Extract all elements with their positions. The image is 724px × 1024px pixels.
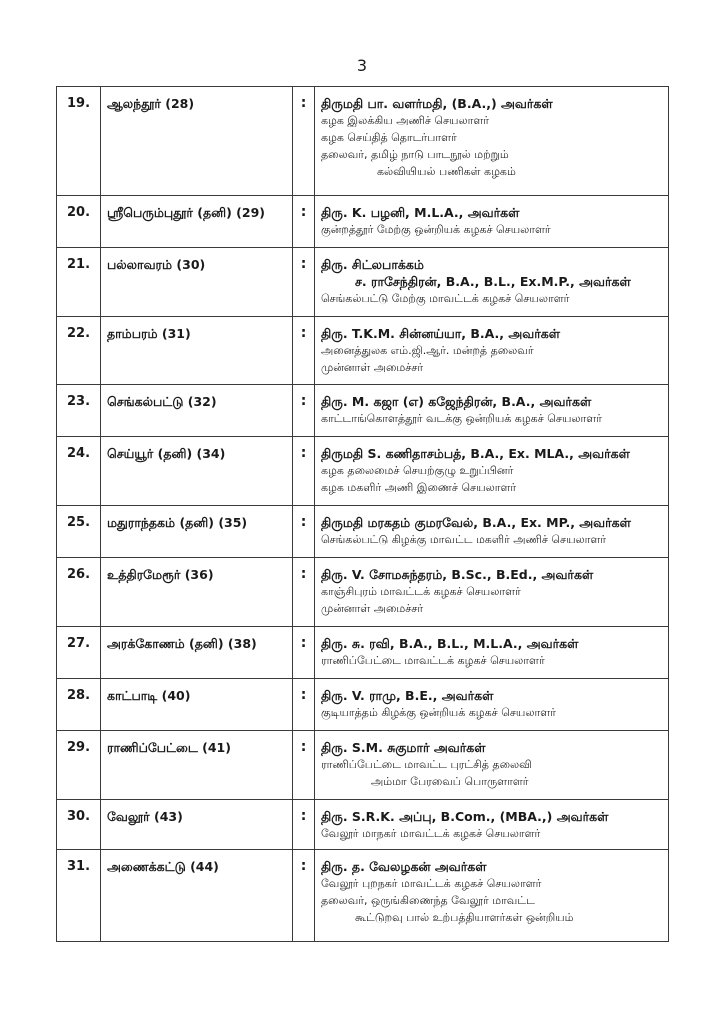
candidate-designation: குன்றத்தூர் மேற்கு ஒன்றியக் கழகச் செயலாளர் bbox=[321, 223, 551, 236]
table-row bbox=[57, 248, 669, 317]
candidate-designation: வேலூர் புறநகர் மாவட்டக் கழகச் செயலாளர் bbox=[321, 877, 542, 890]
serial-number: 23. bbox=[57, 385, 101, 437]
candidate-designation: ராணிப்பேட்டை மாவட்ட புரட்சித் தலைவி bbox=[321, 758, 532, 771]
serial-number: 25. bbox=[57, 506, 101, 558]
candidate-designation: கூட்டுறவு பால் உற்பத்தியாளர்கள் ஒன்றியம் bbox=[355, 911, 574, 924]
table-row bbox=[57, 506, 669, 558]
candidate-designation: முன்னாள் அமைச்சர் bbox=[321, 361, 424, 374]
candidate-name: திரு. T.K.M. சின்னய்யா, B.A., அவர்கள் bbox=[321, 326, 561, 341]
candidate-designation: அம்மா பேரவைப் பொருளாளர் bbox=[371, 775, 529, 788]
page-number: 3 bbox=[356, 56, 368, 75]
candidate-designation: தலைவர், தமிழ் நாடு பாடநூல் மற்றும் bbox=[321, 148, 509, 161]
separator-colon: : bbox=[293, 317, 315, 385]
separator-colon: : bbox=[293, 506, 315, 558]
constituency-name: செங்கல்பட்டு (32) bbox=[101, 385, 293, 437]
candidate-designation: காஞ்சிபுரம் மாவட்டக் கழகச் செயலாளர் bbox=[321, 585, 521, 598]
table-row bbox=[57, 627, 669, 679]
separator-colon: : bbox=[293, 679, 315, 731]
candidate-name: திரு. S.R.K. அப்பு, B.Com., (MBA.,) அவர்கள் bbox=[321, 809, 609, 824]
table-row bbox=[57, 437, 669, 506]
table-row bbox=[57, 385, 669, 437]
candidate-name: திரு. K. பழனி, M.L.A., அவர்கள் bbox=[321, 205, 520, 220]
candidate-details bbox=[315, 317, 669, 385]
candidate-name: திரு. சு. ரவி, B.A., B.L., M.L.A., அவர்கள் bbox=[321, 636, 579, 651]
candidate-designation: குடியாத்தம் கிழக்கு ஒன்றியக் கழகச் செயலாளர் bbox=[321, 706, 556, 719]
candidate-details bbox=[315, 196, 669, 248]
candidate-details bbox=[315, 800, 669, 850]
separator-colon: : bbox=[293, 850, 315, 942]
constituency-name: தாம்பரம் (31) bbox=[101, 317, 293, 385]
candidate-name: திருமதி பா. வளர்மதி, (B.A.,) அவர்கள் bbox=[321, 96, 553, 111]
table-row bbox=[57, 558, 669, 627]
constituency-name: அணைக்கட்டு (44) bbox=[101, 850, 293, 942]
candidate-table bbox=[56, 86, 669, 942]
candidate-name-continued: ச. ராசேந்திரன், B.A., B.L., Ex.M.P., அவர்கள் bbox=[355, 274, 631, 289]
constituency-name: ராணிப்பேட்டை (41) bbox=[101, 731, 293, 800]
constituency-name: ஸ்ரீபெரும்புதூர் (தனி) (29) bbox=[101, 196, 293, 248]
candidate-details bbox=[315, 850, 669, 942]
candidate-designation: கல்வியியல் பணிகள் கழகம் bbox=[377, 165, 516, 178]
separator-colon: : bbox=[293, 800, 315, 850]
separator-colon: : bbox=[293, 248, 315, 317]
table-row bbox=[57, 800, 669, 850]
candidate-designation: கழக இலக்கிய அணிச் செயலாளர் bbox=[321, 114, 490, 127]
candidate-name: திரு. S.M. சுகுமார் அவர்கள் bbox=[321, 740, 486, 755]
candidate-name: திரு. சிட்லபாக்கம் bbox=[321, 257, 424, 272]
candidate-designation: கழக செய்தித் தொடர்பாளர் bbox=[321, 131, 457, 144]
candidate-details bbox=[315, 385, 669, 437]
constituency-name: காட்பாடி (40) bbox=[101, 679, 293, 731]
table-row bbox=[57, 679, 669, 731]
candidate-name: திருமதி S. கணிதாசம்பத், B.A., Ex. MLA., அவர்கள் bbox=[321, 446, 630, 461]
constituency-name: ஆலந்தூர் (28) bbox=[101, 87, 293, 196]
candidate-details bbox=[315, 558, 669, 627]
constituency-name: செய்யூர் (தனி) (34) bbox=[101, 437, 293, 506]
candidate-details bbox=[315, 506, 669, 558]
table-row bbox=[57, 731, 669, 800]
serial-number: 28. bbox=[57, 679, 101, 731]
candidate-designation: காட்டாங்கொளத்தூர் வடக்கு ஒன்றியக் கழகச் செயலாளர் bbox=[321, 412, 602, 425]
table-row bbox=[57, 196, 669, 248]
separator-colon: : bbox=[293, 558, 315, 627]
table-row bbox=[57, 317, 669, 385]
serial-number: 19. bbox=[57, 87, 101, 196]
candidate-designation: கழக தலைமைச் செயற்குழு உறுப்பினர் bbox=[321, 464, 514, 477]
serial-number: 31. bbox=[57, 850, 101, 942]
separator-colon: : bbox=[293, 87, 315, 196]
candidate-details bbox=[315, 627, 669, 679]
constituency-name: வேலூர் (43) bbox=[101, 800, 293, 850]
serial-number: 22. bbox=[57, 317, 101, 385]
candidate-name: திரு. V. ராமு, B.E., அவர்கள் bbox=[321, 688, 494, 703]
separator-colon: : bbox=[293, 385, 315, 437]
candidate-details bbox=[315, 679, 669, 731]
constituency-name: உத்திரமேரூர் (36) bbox=[101, 558, 293, 627]
separator-colon: : bbox=[293, 196, 315, 248]
candidate-designation: கழக மகளிர் அணி இணைச் செயலாளர் bbox=[321, 481, 517, 494]
serial-number: 21. bbox=[57, 248, 101, 317]
constituency-name: அரக்கோணம் (தனி) (38) bbox=[101, 627, 293, 679]
candidate-designation: முன்னாள் அமைச்சர் bbox=[321, 602, 424, 615]
serial-number: 24. bbox=[57, 437, 101, 506]
serial-number: 30. bbox=[57, 800, 101, 850]
constituency-name: பல்லாவரம் (30) bbox=[101, 248, 293, 317]
candidate-details bbox=[315, 87, 669, 196]
candidate-details bbox=[315, 731, 669, 800]
candidate-name: திரு. M. கஜா (எ) கஜேந்திரன், B.A., அவர்கள் bbox=[321, 394, 592, 409]
candidate-details bbox=[315, 437, 669, 506]
candidate-name: திருமதி மரகதம் குமரவேல், B.A., Ex. MP., அவர்கள் bbox=[321, 515, 631, 530]
candidate-name: திரு. V. சோமசுந்தரம், B.Sc., B.Ed., அவர்கள் bbox=[321, 567, 594, 582]
table-row bbox=[57, 850, 669, 942]
serial-number: 27. bbox=[57, 627, 101, 679]
candidate-designation: செங்கல்பட்டு மேற்கு மாவட்டக் கழகச் செயலாளர் bbox=[321, 292, 570, 305]
table-row bbox=[57, 87, 669, 196]
separator-colon: : bbox=[293, 437, 315, 506]
separator-colon: : bbox=[293, 731, 315, 800]
candidate-details bbox=[315, 248, 669, 317]
candidate-designation: வேலூர் மாநகர் மாவட்டக் கழகச் செயலாளர் bbox=[321, 827, 541, 840]
candidate-designation: தலைவர், ஒருங்கிணைந்த வேலூர் மாவட்ட bbox=[321, 894, 535, 907]
candidate-name: திரு. த. வேலழகன் அவர்கள் bbox=[321, 859, 487, 874]
candidate-designation: ராணிப்பேட்டை மாவட்டக் கழகச் செயலாளர் bbox=[321, 654, 545, 667]
candidate-designation: அனைத்துலக எம்.ஜி.ஆர். மன்றத் தலைவர் bbox=[321, 344, 534, 357]
serial-number: 29. bbox=[57, 731, 101, 800]
constituency-name: மதுராந்தகம் (தனி) (35) bbox=[101, 506, 293, 558]
serial-number: 26. bbox=[57, 558, 101, 627]
separator-colon: : bbox=[293, 627, 315, 679]
candidate-designation: செங்கல்பட்டு கிழக்கு மாவட்ட மகளிர் அணிச் செயலாளர் bbox=[321, 533, 607, 546]
serial-number: 20. bbox=[57, 196, 101, 248]
